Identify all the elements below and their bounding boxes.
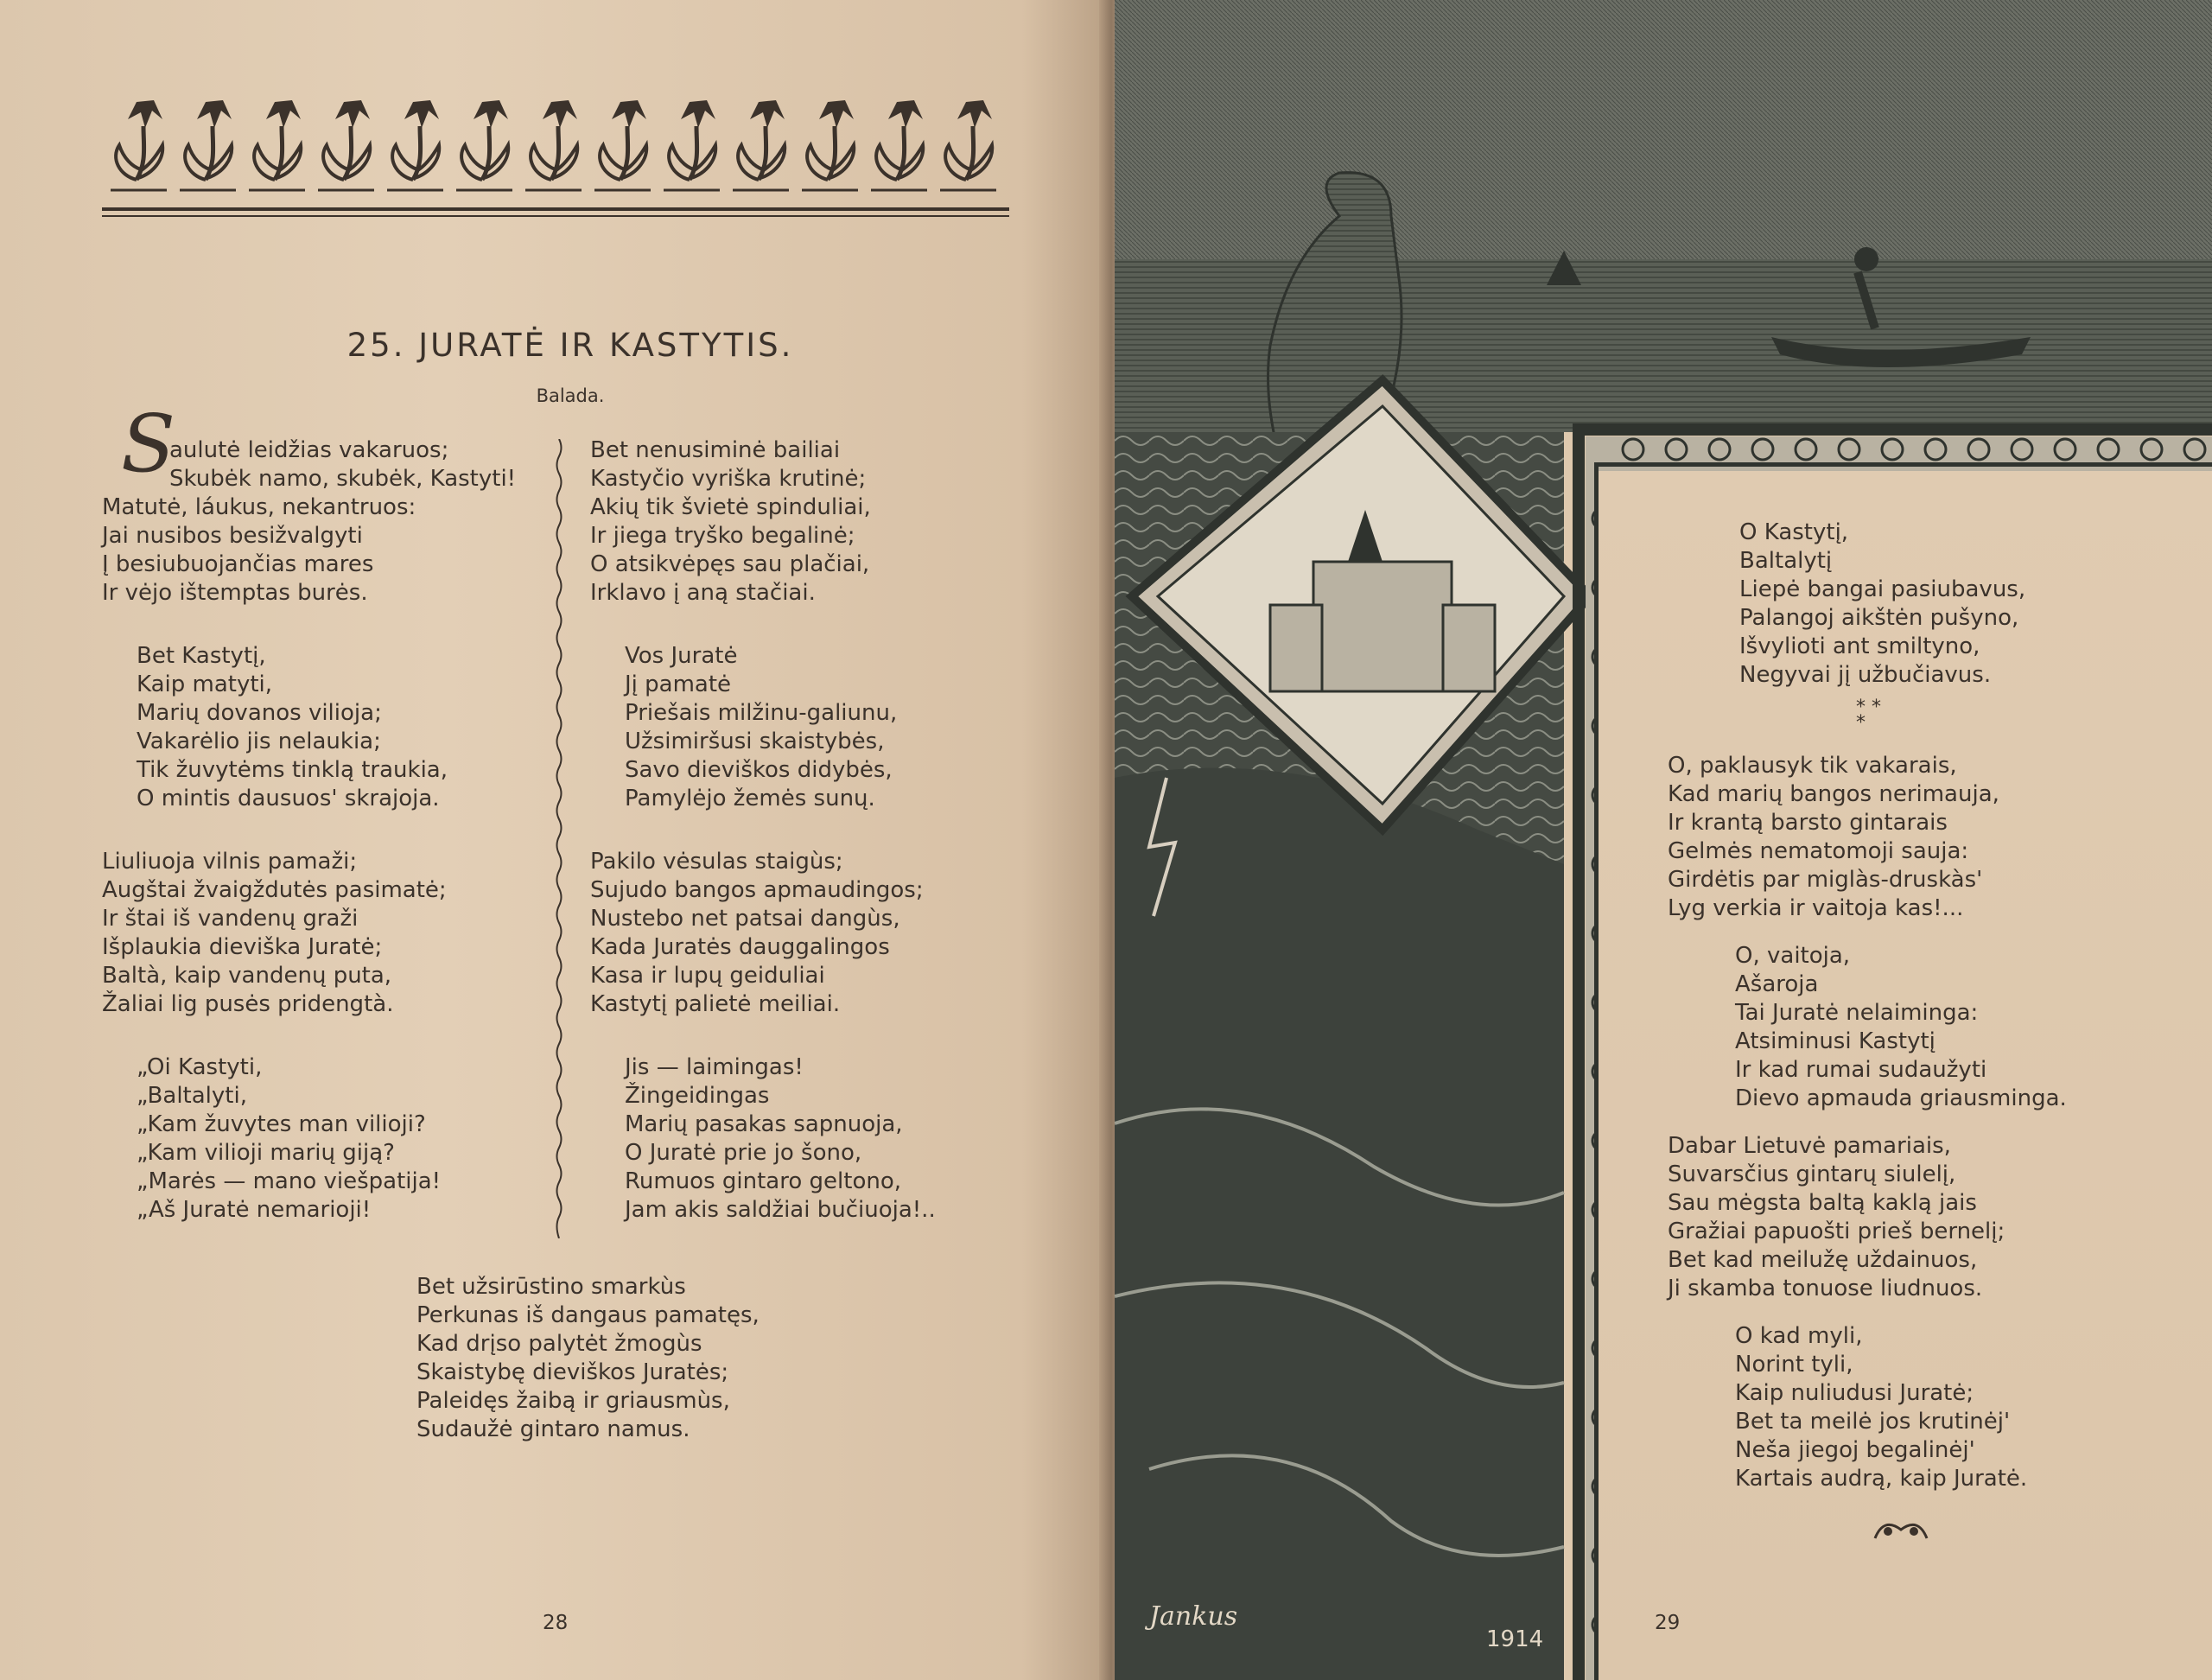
verse-line: Išplaukia dieviška Juratė;	[102, 934, 383, 960]
stanza	[590, 1053, 936, 1225]
verse-line: Sau mėgsta baltą kaklą jais	[1668, 1190, 1977, 1216]
stanza	[102, 642, 516, 813]
stanza	[102, 848, 516, 1019]
verse-line: Išvylioti ant smiltyno,	[1739, 633, 1980, 659]
left-column-1	[102, 436, 516, 1259]
stanza	[590, 848, 936, 1019]
verse-line: Liepė bangai pasiubavus,	[1739, 576, 2026, 602]
column-divider	[553, 439, 565, 1238]
stanza	[1668, 1132, 2067, 1303]
verse-line: Negyvai jį užbučiavus.	[1739, 662, 1992, 688]
verse-line: Kada Juratės dauggalingos	[590, 934, 890, 960]
verse-line: Liuliuoja vilnis pamaži;	[102, 849, 358, 875]
verse-line: Rumuos gintaro geltono,	[625, 1168, 901, 1194]
verse-line: O mintis dausuos' skrajoja.	[137, 786, 440, 811]
verse-line: Ir krantą barsto gintarais	[1668, 810, 1948, 836]
verse-line: O Juratė prie jo šono,	[625, 1140, 862, 1166]
verse-line: Kastyčio vyriška krutinė;	[590, 466, 867, 492]
verse-line: „Oi Kastyti,	[137, 1054, 263, 1080]
verse-line: Norint tyli,	[1735, 1352, 1853, 1378]
verse-line: „Aš Juratė nemarioji!	[137, 1197, 372, 1223]
verse-line: Akių tik švietė spinduliai,	[590, 494, 871, 520]
verse-line: „Kam vilioji marių giją?	[137, 1140, 395, 1166]
verse-line: Gražiai papuošti prieš bernelį;	[1668, 1219, 2005, 1244]
verse-line: Bet užsirūstino smarkùs	[416, 1274, 686, 1300]
verse-line: O kad myli,	[1735, 1323, 1863, 1349]
stanza	[1705, 519, 2025, 690]
poem-subtitle: Balada.	[536, 385, 605, 406]
verse-line: Augštai žvaigždutės pasimatė;	[102, 877, 447, 903]
verse-line: Jai nusibos besižvalgyti	[102, 523, 363, 549]
verse-line: Pamylėjo žemės sunų.	[625, 786, 875, 811]
verse-line: Ir vėjo ištemptas burės.	[102, 580, 368, 606]
verse-line: O atsikvėpęs sau plačiai,	[590, 551, 870, 577]
section-stars: * * *	[1856, 697, 1881, 734]
stanza	[1668, 942, 2067, 1113]
verse-line: Skubėk namo, skubėk, Kastyti!	[169, 466, 517, 492]
verse-line: Vakarėlio jis nelaukia;	[137, 729, 381, 754]
verse-line: Dievo apmauda griausminga.	[1735, 1085, 2067, 1111]
verse-line: „Baltalyti,	[137, 1083, 247, 1109]
verse-line: Girdėtis par miglàs-druskàs'	[1668, 867, 1983, 893]
verse-line: Bet kad meilužę uždainuos,	[1668, 1247, 1978, 1273]
verse-line: Bet Kastytį,	[137, 643, 266, 669]
right-stanza-1	[1705, 519, 2025, 690]
illustration-signature: Jankus	[1149, 1601, 1238, 1632]
verse-line: Dabar Lietuvė pamariais,	[1668, 1133, 1951, 1159]
verse-line: Suvarsčius gintarų siulelį,	[1668, 1161, 1956, 1187]
verse-line: Kartais audrą, kaip Juratė.	[1735, 1466, 2028, 1492]
verse-line: O Kastytį,	[1739, 519, 1849, 545]
verse-line: Kaip matyti,	[137, 671, 273, 697]
verse-line: Užsimiršusi skaistybės,	[625, 729, 885, 754]
verse-line: Bet ta meilė jos krutinėj'	[1735, 1409, 2011, 1435]
verse-line: Irklavo į aną stačiai.	[590, 580, 816, 606]
verse-line: Žaliai lig pusės pridengtà.	[102, 991, 394, 1017]
poem-title: 25. JURATĖ IR KASTYTIS.	[346, 327, 794, 364]
verse-line: Ir štai iš vandenų graži	[102, 906, 359, 932]
stanza	[590, 436, 936, 608]
stanza	[590, 642, 936, 813]
stanza	[102, 1053, 516, 1225]
drop-cap: S	[121, 398, 176, 490]
verse-line: Bet nenusiminė bailiai	[590, 437, 841, 463]
verse-line: Marių dovanos vilioja;	[137, 700, 382, 726]
stanza	[102, 436, 516, 608]
verse-line: Matutė, láukus, nekantruos:	[102, 494, 416, 520]
verse-line: Priešais milžinu-galiunu,	[625, 700, 898, 726]
verse-line: Pakilo vėsulas staigùs;	[590, 849, 843, 875]
verse-line: Sudaužė gintaro namus.	[416, 1416, 690, 1442]
verse-line: Kad marių bangos nerimauja,	[1668, 781, 1999, 807]
verse-line: Tik žuvytėms tinklą traukia,	[137, 757, 448, 783]
page-number-left: 28	[543, 1612, 569, 1634]
verse-line: Marių pasakas sapnuoja,	[625, 1111, 903, 1137]
verse-line: Gelmės nematomoji sauja:	[1668, 838, 1969, 864]
verse-line: Jis — laimingas!	[625, 1054, 804, 1080]
verse-line: Atsiminusi Kastytį	[1735, 1028, 1936, 1054]
verse-line: Savo dieviškos didybės,	[625, 757, 893, 783]
header-rule	[102, 207, 1009, 211]
verse-line: Baltalytį	[1739, 548, 1833, 574]
left-column-2	[590, 436, 936, 1259]
verse-line: Palangoj aikštėn pušyno,	[1739, 605, 2019, 631]
verse-line: Ji skamba tonuose liudnuos.	[1668, 1276, 1983, 1301]
verse-line: Lyg verkia ir vaitoja kas!...	[1668, 895, 1964, 921]
right-stanzas	[1668, 752, 2067, 1512]
header-rule-thin	[102, 215, 1009, 217]
verse-line: Vos Juratė	[625, 643, 738, 669]
verse-line: Jį pamatė	[625, 671, 732, 697]
verse-line: Į besiubuojančias mares	[102, 551, 374, 577]
left-bottom-stanza	[416, 1273, 760, 1444]
verse-line: Kastytį palietė meiliai.	[590, 991, 841, 1017]
verse-line: Paleidęs žaibą ir griausmùs,	[416, 1388, 730, 1414]
verse-line: Ir jiega tryško begalinė;	[590, 523, 855, 549]
verse-line: O, paklausyk tik vakarais,	[1668, 753, 1957, 779]
end-ornament-icon	[1866, 1512, 1936, 1547]
verse-line: Baltà, kaip vandenų puta,	[102, 963, 392, 989]
verse-line: aulutė leidžias vakaruos;	[169, 437, 449, 463]
page-number-right: 29	[1655, 1612, 1681, 1634]
stanza	[1668, 752, 2067, 923]
verse-line: Skaistybę dieviškos Juratės;	[416, 1359, 729, 1385]
illustration-year: 1914	[1486, 1626, 1544, 1652]
verse-line: Kaip nuliudusi Juratė;	[1735, 1380, 1974, 1406]
verse-line: Perkunas iš dangaus pamatęs,	[416, 1302, 760, 1328]
verse-line: Jam akis saldžiai bučiuoja!..	[625, 1197, 936, 1223]
verse-line: O, vaitoja,	[1735, 943, 1851, 969]
verse-line: Kad drįso palytėt žmogùs	[416, 1331, 702, 1357]
verse-line: Kasa ir lupų geiduliai	[590, 963, 825, 989]
verse-line: „Marės — mano viešpatija!	[137, 1168, 442, 1194]
verse-line: „Kam žuvytes man vilioji?	[137, 1111, 426, 1137]
flower-ornament-icon	[102, 93, 1009, 197]
verse-line: Ašaroja	[1735, 971, 1819, 997]
verse-line: Nustebo net patsai dangùs,	[590, 906, 900, 932]
verse-line: Tai Juratė nelaiminga:	[1735, 1000, 1979, 1026]
verse-line: Ir kad rumai sudaužyti	[1735, 1057, 1987, 1083]
verse-line: Žingeidingas	[625, 1083, 770, 1109]
stanza	[1668, 1322, 2067, 1493]
verse-line: Neša jiegoj begalinėj'	[1735, 1437, 1975, 1463]
verse-line: Sujudo bangos apmaudingos;	[590, 877, 924, 903]
